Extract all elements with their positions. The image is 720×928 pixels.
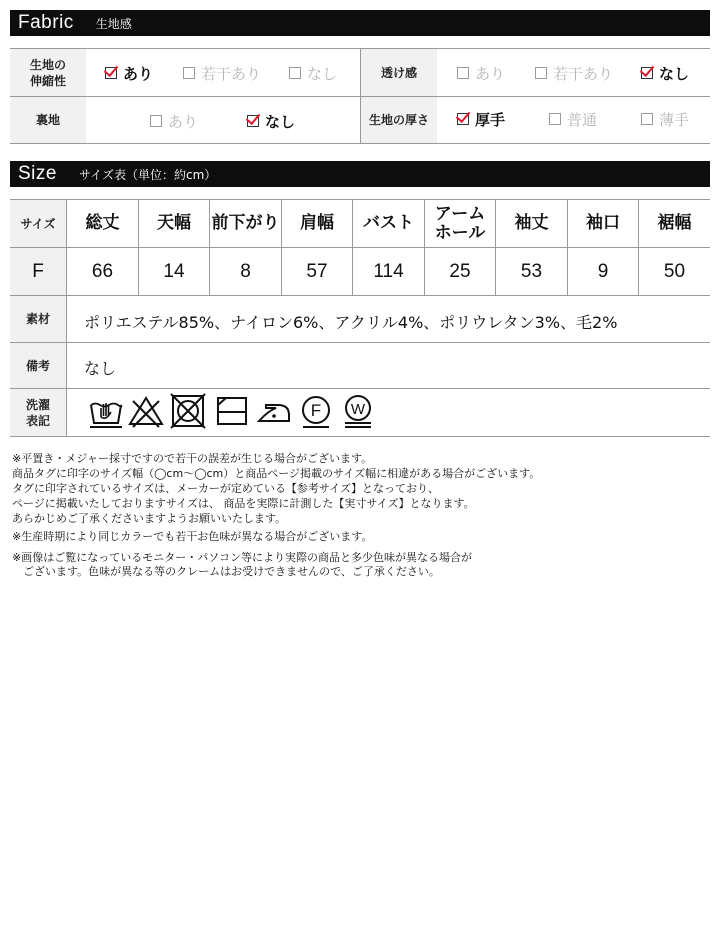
sheer-label: 透け感	[380, 65, 417, 80]
value-hem-width: 50	[663, 260, 686, 282]
value-total-length: 66	[91, 260, 114, 282]
checkbox-icon	[535, 67, 547, 79]
fabric-section-header	[10, 10, 710, 36]
note-line: 商品タグに印字のサイズ幅（◯cm〜◯cm）と商品ページ掲載のサイズ幅に相違がある場合がございます。	[12, 467, 541, 480]
note-line: ページに掲載いたしておりますサイズは、 商品を実際に計測した【実寸サイズ】となります。	[12, 497, 475, 510]
thickness-label: 生地の厚さ	[368, 113, 429, 127]
material-label: 素材	[25, 312, 50, 326]
col-sleeve-length: 袖丈	[514, 213, 549, 233]
stretch-option-yes[interactable]: あり	[105, 63, 153, 83]
value-neck-width: 14	[163, 260, 185, 282]
size-title: Size	[18, 163, 57, 184]
value-bust: 114	[373, 260, 404, 282]
checkbox-icon	[105, 67, 117, 79]
lining-label: 裏地	[35, 113, 60, 127]
lining-option-yes[interactable]: あり	[150, 111, 198, 131]
note-line: タグに印字されているサイズは、メーカーが定めている【参考サイズ】となっており、	[12, 482, 440, 495]
value-armhole: 25	[449, 260, 471, 282]
size-subtitle: サイズ表（単位：約cm）	[78, 167, 217, 182]
col-cuff: 袖口	[586, 213, 620, 233]
svg-text:F: F	[310, 401, 322, 420]
fabric-subtitle: 生地感	[95, 16, 132, 31]
checkbox-icon	[150, 115, 162, 127]
svg-text:W: W	[350, 401, 366, 418]
wet-clean-w-icon	[340, 393, 376, 429]
thickness-option-thick[interactable]: 厚手	[457, 109, 505, 129]
dry-clean-f-icon	[298, 393, 334, 429]
sheer-option-no[interactable]: なし	[641, 63, 689, 83]
note-line: ※生産時期により同じカラーでも若干お色味が異なる場合がございます。	[12, 530, 373, 543]
size-row-header: サイズ	[20, 216, 56, 231]
checkbox-icon	[247, 115, 259, 127]
thickness-option-normal[interactable]: 普通	[549, 109, 597, 129]
no-bleach-icon	[128, 393, 164, 429]
note-line: ※平置き・メジャー採寸ですので若干の誤差が生じる場合がございます。	[12, 452, 373, 465]
checkbox-icon	[457, 113, 469, 125]
note-line: ございます。色味が異なる等のクレームはお受けできませんので、ご了承ください。	[12, 565, 440, 578]
hand-wash-icon	[88, 393, 124, 429]
checkbox-icon	[641, 113, 653, 125]
size-section-header	[10, 161, 710, 187]
checkbox-icon	[549, 113, 561, 125]
col-hem-width: 裾幅	[657, 213, 692, 233]
col-total-length: 総丈	[85, 213, 120, 233]
col-neck-width: 天幅	[157, 213, 191, 233]
note-line: あらかじめご了承くださいますようお願いいたします。	[12, 512, 287, 525]
note-line: ※画像はご覧になっているモニター・パソコン等により実際の商品と多少色味が異なる場合が	[12, 551, 472, 564]
care-label: 洗濯 表記	[25, 397, 50, 428]
sheer-option-yes[interactable]: あり	[457, 63, 505, 83]
thickness-option-thin[interactable]: 薄手	[641, 109, 689, 129]
checkbox-icon	[183, 67, 195, 79]
remarks-label: 備考	[25, 358, 50, 373]
size-label: F	[32, 260, 44, 282]
stretch-option-no[interactable]: なし	[289, 63, 337, 83]
checkbox-icon	[289, 67, 301, 79]
line-dry-shade-icon	[214, 393, 250, 429]
lining-option-no[interactable]: なし	[247, 111, 295, 131]
value-front-drop: 8	[240, 260, 251, 282]
remarks-value: なし	[84, 359, 117, 378]
stretch-option-slight[interactable]: 若干あり	[183, 63, 261, 83]
value-sleeve-length: 53	[520, 260, 543, 282]
iron-low-icon	[256, 393, 292, 429]
value-cuff: 9	[597, 260, 609, 282]
checkbox-icon	[457, 67, 469, 79]
sheer-option-slight[interactable]: 若干あり	[535, 63, 613, 83]
col-armhole: アーム ホール	[434, 203, 486, 243]
fabric-title: Fabric	[18, 12, 74, 33]
material-value: ポリエステル85%、ナイロン6%、アクリル4%、ポリウレタン3%、毛2%	[84, 313, 618, 332]
col-bust: バスト	[363, 213, 414, 233]
col-shoulder-width: 肩幅	[300, 213, 334, 233]
checkbox-icon	[641, 67, 653, 79]
no-tumble-dry-icon	[170, 393, 206, 429]
value-shoulder-width: 57	[306, 260, 328, 282]
stretch-label: 生地の 伸縮性	[29, 57, 66, 88]
col-front-drop: 前下がり	[211, 213, 280, 233]
